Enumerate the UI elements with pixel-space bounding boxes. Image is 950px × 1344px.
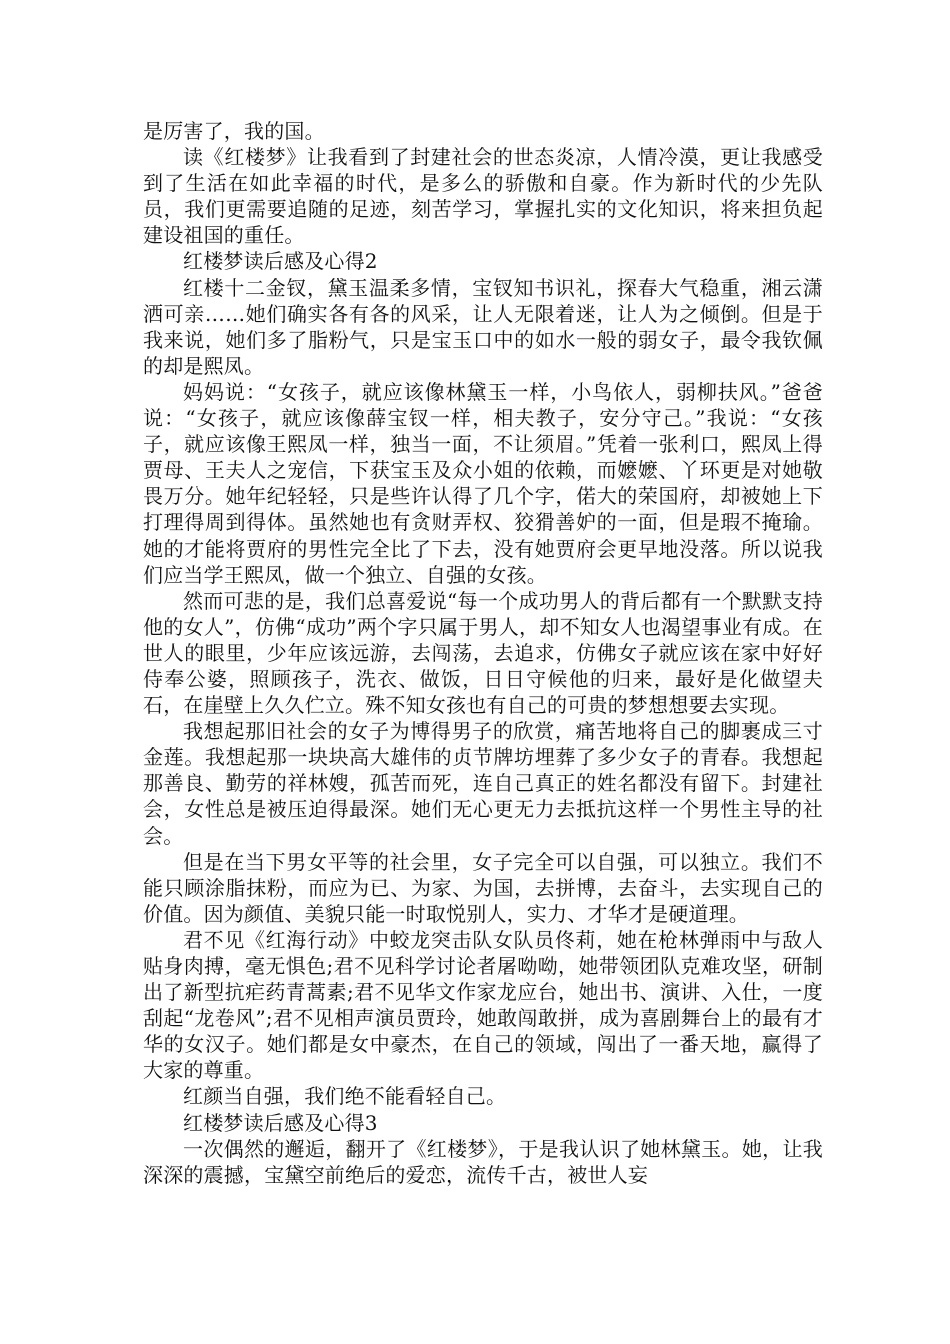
paragraph: 然而可悲的是，我们总喜爱说“每一个成功男人的背后都有一个默默支持他的女人”，仿佛“成功”两个字只属于男人，却不知女人也渴望事业有成。在世人的眼里，少年应该远游，去闯荡，去追求，仿佛女子就应该在家中好好侍奉公婆，照顾孩子，洗衣、做饭，日日守候他的归来，最好是化做望夫石，在崖壁上久久伫立。殊不知女孩也有自己的可贵的梦想想要去实现。	[143, 588, 823, 718]
section-heading: 红楼梦读后感及心得2	[183, 249, 378, 274]
section-heading: 红楼梦读后感及心得3	[183, 1110, 378, 1135]
paragraph: 是厉害了，我的国。	[143, 119, 325, 143]
paragraph: 但是在当下男女平等的社会里，女子完全可以自强，可以独立。我们不能只顾涂脂抹粉，而应为已、为家、为国，去拼博，去奋斗，去实现自己的价值。因为颜值、美貌只能一时取悦别人，实力、才华才是硬道理。	[143, 849, 823, 926]
paragraph: 我想起那旧社会的女子为博得男子的欣赏，痛苦地将自己的脚裹成三寸金莲。我想起那一块块高大雄伟的贞节牌坊埋葬了多少女子的青春。我想起那善良、勤劳的祥林嫂，孤苦而死，连自己真正的姓名都没有留下。封建社会，女性总是被压迫得最深。她们无心更无力去抵抗这样一个男性主导的社会。	[143, 719, 823, 848]
paragraph: 红颜当自强，我们绝不能看轻自己。	[183, 1084, 507, 1109]
paragraph: 读《红楼梦》让我看到了封建社会的世态炎凉，人情冷漠，更让我感受到了生活在如此幸福的时代，是多么的骄傲和自豪。作为新时代的少先队员，我们更需要追随的足迹，刻苦学习，掌握扎实的文化知识，将来担负起建设祖国的重任。	[143, 145, 823, 248]
paragraph: 君不见《红海行动》中蛟龙突击队女队员佟莉，她在枪林弹雨中与敌人贴身肉搏，毫无惧色;君不见科学讨论者屠呦呦，她带领团队克难攻坚，研制出了新型抗疟药青蒿素;君不见华文作家龙应台，她出书、演讲、入仕，一度刮起“龙卷风”;君不见相声演员贾玲，她敢闯敢拼，成为喜剧舞台上的最有才华的女汉子。她们都是女中豪杰，在自己的领域，闯出了一番天地，赢得了大家的尊重。	[143, 927, 823, 1083]
document-body	[143, 118, 823, 1188]
paragraph: 红楼十二金钗，黛玉温柔多情，宝钗知书识礼，探春大气稳重，湘云潇洒可亲……她们确实各有各的风采，让人无限着迷，让人为之倾倒。但是于我来说，她们多了脂粉气，只是宝玉口中的如水一般的弱女子，最令我钦佩的却是熙凤。	[143, 275, 823, 378]
paragraph: 妈妈说：“女孩子，就应该像林黛玉一样，小鸟依人，弱柳扶风。”爸爸说：“女孩子，就应该像薛宝钗一样，相夫教子，安分守己。”我说：“女孩子，就应该像王熙凤一样，独当一面，不让须眉。”凭着一张利口，熙凤上得贾母、王夫人之宠信，下获宝玉及众小姐的依赖，而嬷嬷、丫环更是对她敬畏万分。她年纪轻轻，只是些许认得了几个字，偌大的荣国府，却被她上下打理得周到得体。虽然她也有贪财弄权、狡猾善妒的一面，但是瑕不掩瑜。她的才能将贾府的男性完全比了下去，没有她贾府会更早地没落。所以说我们应当学王熙凤，做一个独立、自强的女孩。	[143, 379, 823, 587]
paragraph: 一次偶然的邂逅，翻开了《红楼梦》，于是我认识了她林黛玉。她，让我深深的震撼，宝黛空前绝后的爱恋，流传千古，被世人妄	[143, 1136, 823, 1187]
